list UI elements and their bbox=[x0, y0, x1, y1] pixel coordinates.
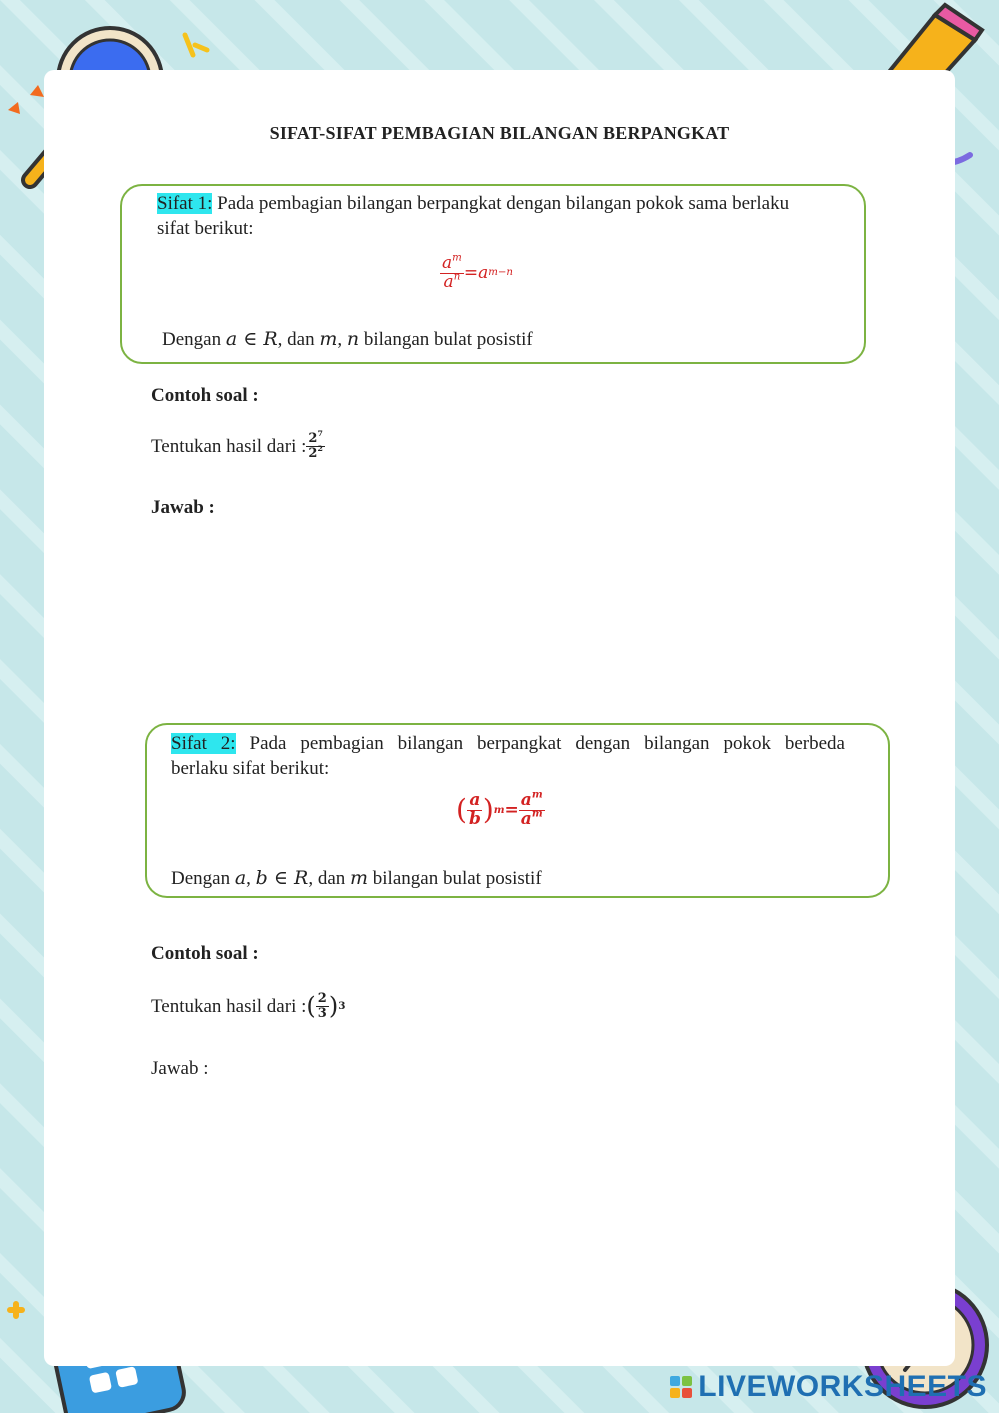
contoh-1-jawab: Jawab : bbox=[151, 497, 215, 518]
logo-mark-icon bbox=[670, 1376, 692, 1398]
contoh-2-heading: Contoh soal : bbox=[151, 943, 259, 964]
logo-text: LIVEWORKSHEETS bbox=[698, 1370, 987, 1403]
sifat-2-formula: ( $\frac{a}{b}$ ) m = $\frac{a^m}{a^m}$ bbox=[456, 788, 543, 829]
sifat-2-desc: Pada pembagian bilangan berpangkat dengan bilangan pokok berbeda bbox=[235, 733, 845, 754]
sifat-2-text bbox=[171, 731, 845, 781]
contoh-1-question: Tentukan hasil dari : $\frac{2^7}{2^2}$ bbox=[151, 429, 323, 461]
contoh-1-heading: Contoh soal : bbox=[151, 385, 259, 406]
sifat-1-desc-2: sifat berikut: bbox=[157, 218, 254, 239]
sifat-1-formula: $\frac{a^m}{a^n}$ = a m−n bbox=[442, 252, 513, 292]
sifat-2-condition: Dengan a, b ∈ R, dan m bilangan bulat posistif bbox=[171, 867, 542, 889]
contoh-2-question: Tentukan hasil dari : ( $\frac{2}{3}$ ) 3 bbox=[151, 991, 346, 1021]
liveworksheets-logo bbox=[670, 1370, 987, 1404]
sifat-2-label: Sifat 2: bbox=[171, 733, 236, 754]
sifat-2-desc-2: berlaku sifat berikut: bbox=[171, 758, 330, 779]
page-title: SIFAT-SIFAT PEMBAGIAN BILANGAN BERPANGKAT bbox=[269, 123, 730, 143]
contoh-2-jawab: Jawab : bbox=[151, 1058, 209, 1079]
sifat-1-label: Sifat 1: bbox=[157, 193, 213, 214]
sifat-1-text bbox=[157, 191, 837, 241]
sifat-1-desc: Pada pembagian bilangan berpangkat dengan bilangan pokok sama berlaku bbox=[212, 193, 790, 214]
sifat-1-condition: Dengan a ∈ R, dan m, n bilangan bulat posistif bbox=[162, 328, 533, 350]
